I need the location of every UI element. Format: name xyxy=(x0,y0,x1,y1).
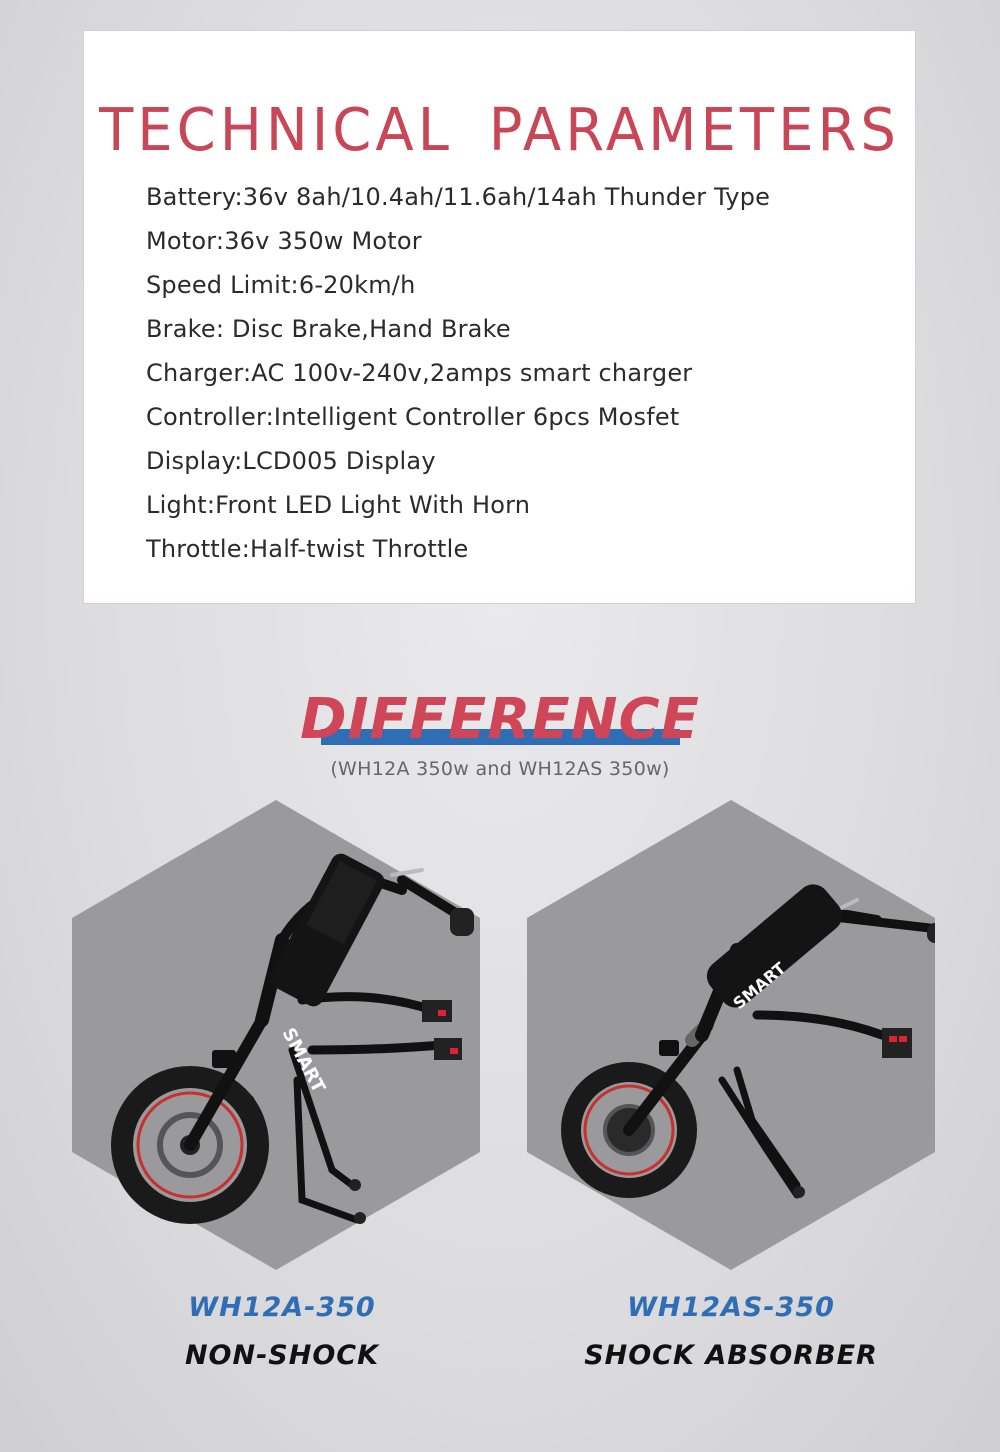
product-type-wh12a: NON-SHOCK xyxy=(184,1340,380,1371)
spec-brake: Brake: Disc Brake,Hand Brake xyxy=(146,315,511,343)
product-image-wh12a xyxy=(72,800,480,1270)
spec-speed-limit: Speed Limit:6-20km/h xyxy=(146,271,416,299)
spec-throttle: Throttle:Half-twist Throttle xyxy=(146,535,469,563)
spec-battery: Battery:36v 8ah/10.4ah/11.6ah/14ah Thunder Type xyxy=(146,183,771,211)
spec-light: Light:Front LED Light With Horn xyxy=(146,491,531,519)
difference-title: DIFFERENCE xyxy=(300,687,700,752)
product-card-wh12as xyxy=(527,800,935,1371)
spec-controller: Controller:Intelligent Controller 6pcs Mosfet xyxy=(146,403,680,431)
product-card-wh12a xyxy=(72,800,480,1371)
brand-logo-right: SMART xyxy=(729,958,790,1014)
product-model-wh12as: WH12AS-350 xyxy=(627,1292,835,1323)
brand-logo-left: SMART xyxy=(277,1024,330,1097)
spec-charger: Charger:AC 100v-240v,2amps smart charger xyxy=(146,359,693,387)
product-type-wh12as: SHOCK ABSORBER xyxy=(584,1340,878,1371)
product-image-wh12as xyxy=(527,800,935,1270)
product-model-wh12a: WH12A-350 xyxy=(188,1292,376,1323)
spec-card xyxy=(83,30,916,604)
spec-motor: Motor:36v 350w Motor xyxy=(146,227,422,255)
spec-display: Display:LCD005 Display xyxy=(146,447,436,475)
spec-title: TECHNICAL PARAMETERS xyxy=(99,96,900,165)
difference-subtitle: (WH12A 350w and WH12AS 350w) xyxy=(330,758,670,780)
spec-list xyxy=(146,175,770,571)
